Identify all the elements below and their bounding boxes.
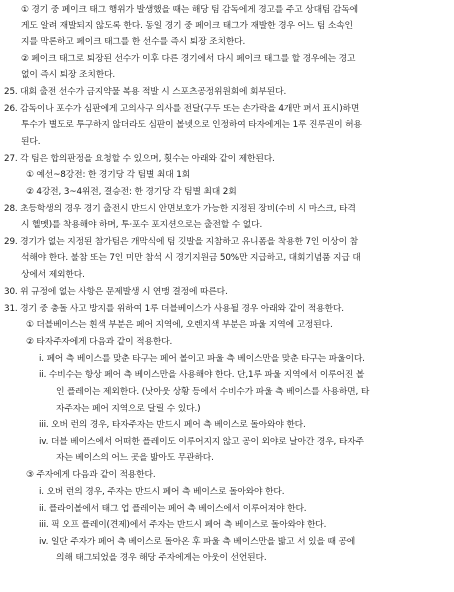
- text-line: 시 헬멧)를 착용해야 하며, 투·포수 포지션으로는 출전할 수 없다.: [21, 220, 263, 230]
- text-line: iv. 일단 주자가 페어 측 베이스로 돌아온 후 파울 측 베이스만을 밟고 서 있을 때 공에: [39, 537, 356, 547]
- text-line: 의해 태그되었을 경우 해당 주자에게는 아웃이 선언된다.: [56, 553, 267, 563]
- text-line: 석해야 한다. 불참 또는 7인 미만 참석 시 경기지원금 50%만 지급하고, 대회기념품 지급 대: [21, 253, 361, 263]
- text-line: 30. 위 규정에 없는 사항은 문제발생 시 연맹 결정에 따른다.: [4, 287, 228, 297]
- text-line: 게도 알려 재발되지 않도록 한다. 동일 경기 중 페이크 태그가 재발한 경우 어느 팀 소속인: [21, 21, 353, 31]
- text-line: ② 4강전, 3~4위전, 결승전: 한 경기당 각 팀별 최대 2회: [26, 187, 237, 197]
- text-line: 투수가 별도로 투구하지 않더라도 심판이 볼넷으로 인정하여 타자에게는 1루 진루권이 허용: [21, 120, 362, 130]
- text-line: ② 타자주자에게 다음과 같이 적용한다.: [26, 337, 173, 347]
- text-line: 자주자는 페어 지역으로 달릴 수 있다.): [56, 404, 201, 414]
- text-line: ③ 주자에게 다음과 같이 적용한다.: [26, 470, 156, 480]
- text-line: 지를 막론하고 페이크 태그를 한 선수를 즉시 퇴장 조치한다.: [21, 37, 246, 47]
- text-line: 없이 즉시 퇴장 조치한다.: [21, 70, 116, 80]
- text-line: 31. 경기 중 충돌 사고 방지를 위하여 1루 더블베이스가 사용될 경우 아래와 같이 적용한다.: [4, 304, 344, 314]
- text-line: i. 오버 런의 경우, 주자는 반드시 페어 측 베이스로 돌아와야 한다.: [39, 487, 285, 497]
- text-line: ii. 플라이볼에서 태그 업 플레이는 페어 측 베이스에서 이루어져야 한다.: [39, 504, 307, 514]
- text-line: 26. 감독이나 포수가 심판에게 고의사구 의사를 전달(구두 또는 손가락을 4개만 펴서 표시)하면: [4, 104, 360, 114]
- text-line: 인 플레이는 제외한다. (낫아웃 상황 등에서 수비수가 파울 측 베이스를 사용하면, 타: [56, 387, 370, 397]
- text-line: ii. 수비수는 항상 페어 측 베이스만을 사용해야 한다. 단,1루 파울 지역에서 이루어진 볼: [39, 370, 365, 380]
- text-line: iv. 더블 베이스에서 어떠한 플레이도 이루어지지 않고 공이 외야로 날아간 경우, 타자주: [39, 437, 364, 447]
- text-line: ① 더블베이스는 흰색 부분은 페어 지역에, 오렌지색 부분은 파울 지역에 고정된다.: [26, 320, 333, 330]
- text-line: i. 페어 측 베이스를 맞춘 타구는 페어 볼이고 파울 측 베이스만을 맞춘 타구는 파울이다.: [39, 354, 365, 364]
- text-line: 상에서 제외한다.: [21, 270, 85, 280]
- text-line: iii. 오버 런의 경우, 타자주자는 반드시 페어 측 베이스로 돌아와야 한다.: [39, 420, 306, 430]
- text-line: 자는 베이스의 어느 곳을 밟아도 무관하다.: [56, 453, 214, 463]
- text-line: 29. 경기가 없는 지정된 참가팀은 개막식에 팀 깃발을 지참하고 유니폼을 착용한 7인 이상이 참: [4, 237, 358, 247]
- text-line: iii. 픽 오프 플레이(견제)에서 주자는 반드시 페어 측 베이스로 돌아와야 한다.: [39, 520, 327, 530]
- text-line: 25. 대회 출전 선수가 금지약물 복용 적발 시 스포츠공정위원회에 회부된다.: [4, 87, 287, 97]
- text-line: 27. 각 팀은 합의판정을 요청할 수 있으며, 횟수는 아래와 같이 제한된다.: [4, 154, 275, 164]
- text-line: ① 경기 중 페이크 태그 행위가 발생했을 때는 해당 팀 감독에게 경고를 주고 상대팀 감독에: [21, 5, 358, 15]
- text-line: 된다.: [21, 137, 41, 147]
- text-line: 28. 초등학생의 경우 경기 출전시 반드시 안면보호가 가능한 지정된 장비(수비 시 마스크, 타격: [4, 204, 356, 214]
- text-line: ① 예선~8강전: 한 경기당 각 팀별 최대 1회: [26, 170, 191, 180]
- text-line: ② 페이크 태그로 퇴장된 선수가 이후 다른 경기에서 다시 페이크 태그를 할 경우에는 경고: [21, 54, 356, 64]
